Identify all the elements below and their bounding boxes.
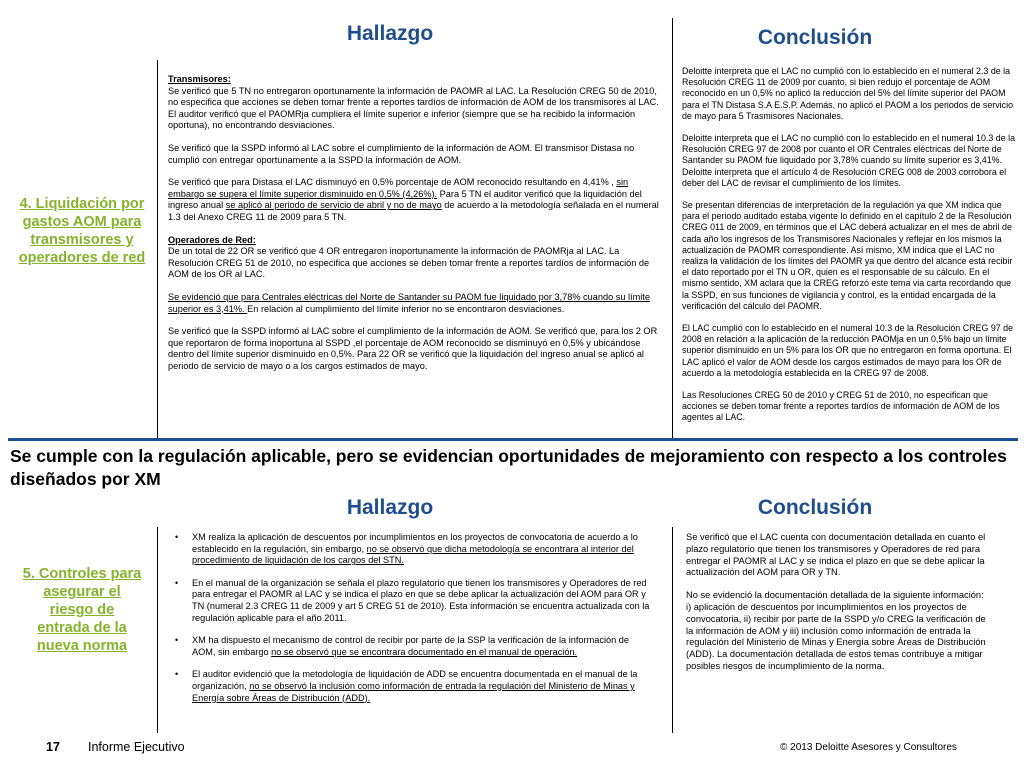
summary-statement: Se cumple con la regulación aplicable, pero se evidencian oportunidades de mejoramiento con respecto a los controles diseñados por XM	[10, 446, 1007, 489]
distasa-underline-2: se aplicó al periodo de servicio de abril y no de mayo	[225, 200, 442, 211]
bottom-hallazgo-heading: Hallazgo	[346, 496, 434, 519]
bottom-hallazgo-body	[172, 532, 650, 715]
top-hallazgo-heading: Hallazgo	[346, 22, 434, 45]
bullet-text: XM realiza la aplicación de descuentos por incumplimientos en los proyectos de convocatoria de acuerdo a lo establecido en la regulación, sin embargo,	[192, 532, 638, 554]
bullet-item	[175, 635, 650, 658]
distasa-text-c: de acuerdo a la metodología señalada en el numeral 1.3 del Anexo CREG 11 de 2009 para 5 TN.	[168, 200, 659, 222]
top-conclusion-body	[682, 66, 1016, 435]
conclusion-p2: Deloitte interpreta que el LAC no cumplió con lo establecido en el numeral 10.3 de la Resolución CREG 97 de 2008 por cuanto el OR Centrales eléctricas del Norte de Santander su PAOM fue liquidado por 3,78% cuando su límite superior es 3,41%. Deloitte interpreta que el artículo 4 de Resolución CREG 008 de 2003 corrobora el deber del LAC de revisar el cumplimiento de los límites.	[682, 133, 1016, 188]
section-separator	[8, 438, 1018, 441]
top-divider-left	[157, 60, 158, 438]
operadores-paragraph	[168, 235, 660, 281]
bottom-conclusion-p2: No se evidenció la documentación detallada de la siguiente información: i) aplicación de descuentos por incumplimientos en los proyectos de convocatoria, ii) recibir por parte de la SSPD y/o CREG la verificación de la información de AOM y iii) inclusión como información de entrada la regulación del Ministerio de Minas y Energía sobre Áreas de Distribución (ADD). La documentación detallada de estos temas contribuye a mitigar posibles riesgos de incumplimiento de la norma.	[686, 590, 986, 671]
distasa-paragraph	[168, 177, 660, 223]
bullet-dot: •	[175, 577, 179, 588]
distasa-text-a: Se verificó que para Distasa el LAC disminuyó en 0,5% porcentaje de AOM reconocido resultando en 4,41% ,	[168, 177, 614, 188]
transmisores-paragraph	[168, 74, 660, 132]
top-section-title: 4. Liquidación por gastos AOM para transmisores y operadores de red	[18, 196, 146, 266]
bullet-dot: •	[175, 532, 179, 542]
bullet-item	[175, 577, 650, 624]
bullet-text: En el manual de la organización se señala el plazo regulatorio que tienen los transmisores y Operadores de red para entregar el PAOMR al LAC y se indica el plazo en que se debe aplicar la actualización del AOM para OR y TN (numeral 2.3 CREG 11 de 2009 y art 5 CREG 51 de 2010). Esta información se encuentra actualizada con la regulación aplicable para el año 2011.	[192, 577, 650, 623]
document-title: Informe Ejecutivo	[88, 740, 185, 754]
bullet-dot: •	[175, 635, 179, 646]
bullet-underline: no se observó que se encontrara documentado en el manual de operación.	[271, 646, 578, 657]
bullet-item	[175, 669, 650, 704]
bullet-item	[175, 532, 650, 567]
sspd-paragraph: Se verificó que la SSPD informó al LAC sobre el cumplimiento de la información de AOM. El transmisor Distasa no cumplió con entregar oportunamente a la SSPD la información de AOM.	[168, 142, 635, 165]
transmisores-text: Se verificó que 5 TN no entregaron oportunamente la información de PAOMR al LAC. La Resolución CREG 50 de 2010, no especifica que acciones se deben tomar frente a reportes tardíos de información de AOM de los transmisores al LAC. El auditor verificó que el PAOMRja cumpliera el límite superior e inferior (siempre que se ha recibido la información oportuna), no encontrando desviaciones.	[168, 85, 659, 131]
bottom-section-title: 5. Controles para asegurar el riesgo de entrada de la nueva norma	[22, 566, 142, 654]
centrales-text: En relación al cumplimiento del límite inferior no se encontraron desviaciones.	[247, 303, 565, 314]
distasa-underline-1: sin embargo se supera el límite superior disminuido en 0,5% (4,26%).	[168, 177, 629, 199]
bottom-conclusion-p1: Se verificó que el LAC cuenta con documentación detallada en cuanto el plazo regulatorio que tienen los transmisores y Operadores de red para entregar el PAOMR al LAC y se indica el plazo en que se debe aplicar la actualización del AOM para OR y TN.	[686, 532, 986, 578]
centrales-underline: Se evidenció que para Centrales eléctricas del Norte de Santander su PAOM fue liquidado por 3,78% cuando su límite superior es 3,41%.	[168, 291, 650, 314]
top-divider-right	[672, 18, 673, 438]
bottom-conclusion-heading: Conclusión	[757, 496, 873, 519]
bottom-conclusion-body	[686, 532, 986, 684]
or-paragraph: Se verificó que la SSPD informó al LAC sobre el cumplimiento de la información de AOM. Se verificó que, para los 2 OR que reportaron de forma inoportuna al SSPD ,el porcentaje de AOM reconocido se disminuyó en 0,5% y ubicándose dentro del límite superior disminuido en 0,5%. Para 22 OR se verificó que la liquidación del ingreso anual se aplicó al periodo de servicio de mayo o a los cargos estimados de mayo.	[168, 326, 658, 371]
bottom-divider-left	[157, 527, 158, 733]
bottom-divider-right	[672, 527, 673, 733]
top-conclusion-heading: Conclusión	[757, 26, 873, 49]
bullet-underline: no se observó que dicha metodología se encontrara al interior del procedimiento de liquidación de los cargos del STN.	[192, 543, 634, 566]
operadores-label: Operadores de Red:	[168, 234, 256, 245]
conclusion-p3: Se presentan diferencias de interpretación de la regulación ya que XM indica que para el periodo auditado estaba vigente lo definido en el capítulo 2 de la Resolución CREG 011 de 2009, en términos que el LAC deberá actualizar en el mes de abril de cada año los ingresos de los Transmisores Nacionales y reflejar en los mismos la actualización de PAOMR correspondiente. Así mismo, XM indica que el LAC no realiza la validación de los límites del PAOMR ya que dentro del alcance está recibir el dato reportado por el TN u OR, quien es el responsable de su cálculo. En el mismo sentido, XM aclara que la CREG reforzó este tema via carta recordando que la SSPD, en sus funciones de vigilancia y control, es la entidad encargada de la verificación del cálculo del PAOMR.	[682, 200, 1013, 311]
copyright-text: © 2013 Deloitte Asesores y Consultores	[780, 742, 957, 753]
page-number: 17	[46, 740, 60, 754]
conclusion-p1: Deloitte interpreta que el LAC no cumplió con lo establecido en el numeral 2.3 de la Resolución CREG 11 de 2009 por cuanto, si bien redujo el porcentaje de AOM reconocido en un 0,5% no aplicó la reducción del 5% del límite superior del PAOM para el TN Distasa S.A E.S.P. Además, no aplicó el PAOM a los periodos de servicio de mayo para 5 Trasmisores Nacionales.	[682, 66, 1014, 121]
bullet-list	[172, 532, 650, 704]
transmisores-label: Transmisores:	[168, 74, 231, 84]
bullet-text: XM ha dispuesto el mecanismo de control de recibir por parte de la SSP la verificación de la información de AOM, sin embargo	[192, 635, 629, 657]
bullet-dot: •	[175, 669, 179, 680]
bullet-underline: no se observó la inclusión como información de entrada la regulación del Ministerio de Minas y Energía sobre Áreas de Distribución (ADD).	[192, 680, 635, 703]
conclusion-p4: El LAC cumplió con lo establecido en el numeral 10.3 de la Resolución CREG 97 de 2008 en relación a la aplicación de la reducción PAOMja en un 0,5% bajo un límite superior disminuido en un 5% para los OR que no entregaron en forma oportuna. El LAC aplicó el valor de AOM desde los cargos estimados de mayo para los OR de acuerdo a la metodología establecida en la CREG 97 de 2008.	[682, 323, 1014, 378]
centrales-paragraph	[168, 292, 660, 315]
operadores-text: De un total de 22 OR se verificó que 4 OR entregaron inoportunamente la información de PAOMRja al LAC. La Resolución CREG 51 de 2010, no especifica que acciones se deben tomar frente a reportes tardíos de información de AOM de los OR al LAC.	[168, 246, 650, 280]
conclusion-p5: Las Resoluciones CREG 50 de 2010 y CREG 51 de 2010, no especifican que acciones se deben tomar frente a reportes tardíos de información de AOM de los agentes al LAC.	[682, 390, 1000, 423]
distasa-text-b: Para 5 TN el auditor verificó que la liquidación del ingreso anual	[168, 188, 642, 211]
bullet-text: El auditor evidenció que la metodología de liquidación de ADD se encuentra documentada en el manual de la organización,	[192, 669, 638, 691]
top-hallazgo-body	[168, 74, 660, 383]
